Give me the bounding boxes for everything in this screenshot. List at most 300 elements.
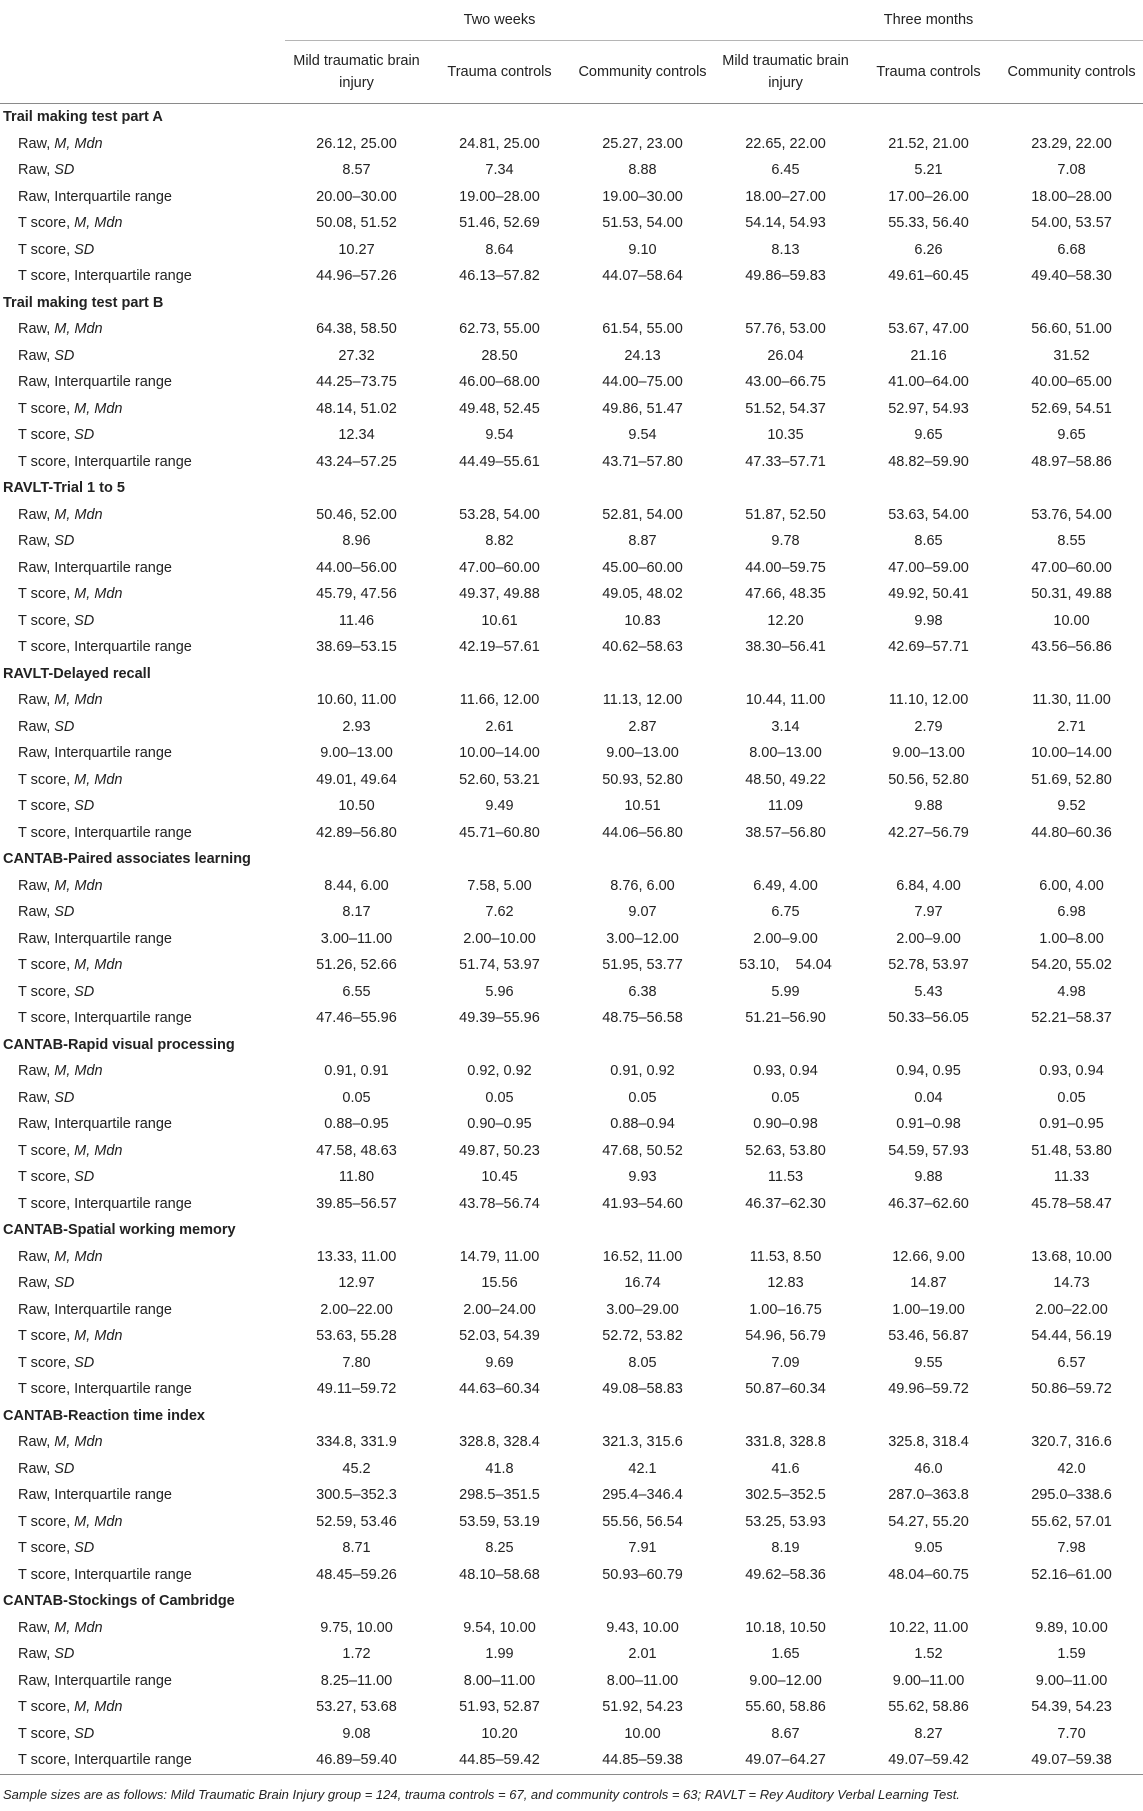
table-cell: 13.68, 10.00: [1031, 1248, 1112, 1265]
table-cell: 47.00–60.00: [459, 559, 540, 576]
table-cell: 321.3, 315.6: [602, 1434, 683, 1451]
table-row: [0, 502, 1143, 529]
table-cell: 9.10: [628, 241, 657, 258]
table-cell: 2.79: [914, 718, 943, 735]
section-header-row: [0, 290, 1143, 317]
table-cell: 9.78: [771, 533, 800, 550]
column-header: Trauma controls: [876, 64, 981, 80]
table-cell: 8.13: [771, 241, 800, 258]
table-cell: 23.29, 22.00: [1031, 135, 1112, 152]
table-cell: 12.83: [767, 1275, 804, 1292]
table-cell: 8.57: [342, 162, 371, 179]
table-cell: 62.73, 55.00: [459, 321, 540, 338]
table-cell: 49.07–59.38: [1031, 1752, 1112, 1769]
table-cell: 48.97–58.86: [1031, 453, 1112, 470]
table-cell: 13.33, 11.00: [316, 1248, 397, 1265]
table-cell: 52.63, 53.80: [745, 1142, 826, 1159]
table-cell: 46.13–57.82: [459, 268, 540, 285]
table-cell: 14.79, 11.00: [459, 1248, 540, 1265]
row-label: Raw, M, Mdn: [18, 135, 103, 152]
table-cell: 9.00–13.00: [320, 745, 393, 762]
table-cell: 0.05: [485, 1089, 514, 1106]
table-cell: 2.61: [485, 718, 514, 735]
table-cell: 49.48, 52.45: [459, 400, 540, 417]
table-cell: 10.45: [481, 1169, 518, 1186]
section-header-row: [0, 1217, 1143, 1244]
table-cell: 8.44, 6.00: [324, 877, 389, 894]
table-cell: 9.93: [628, 1169, 657, 1186]
section-header-row: [0, 1588, 1143, 1615]
table-cell: 1.52: [914, 1646, 943, 1663]
table-row: [0, 873, 1143, 900]
table-cell: 9.54: [628, 427, 657, 444]
table-cell: 0.94, 0.95: [896, 1063, 961, 1080]
table-cell: 302.5–352.5: [745, 1487, 826, 1504]
table-cell: 9.00–13.00: [892, 745, 965, 762]
table-cell: 0.90–0.98: [753, 1116, 818, 1133]
table-cell: 9.54, 10.00: [463, 1619, 536, 1636]
table-cell: 51.46, 52.69: [459, 215, 540, 232]
row-label: T score, M, Mdn: [18, 400, 123, 417]
table-cell: 10.51: [624, 798, 661, 815]
table-cell: 55.62, 57.01: [1031, 1513, 1112, 1530]
table-cell: 44.00–75.00: [602, 374, 683, 391]
table-cell: 9.98: [914, 612, 943, 629]
row-label: T score, M, Mdn: [18, 1142, 123, 1159]
table-cell: 47.58, 48.63: [316, 1142, 397, 1159]
table-cell: 43.71–57.80: [602, 453, 683, 470]
table-cell: 10.83: [624, 612, 661, 629]
row-label: T score, Interquartile range: [18, 1752, 192, 1769]
table-row: [0, 1376, 1143, 1403]
table-cell: 57.76, 53.00: [745, 321, 826, 338]
table-cell: 52.78, 53.97: [888, 957, 969, 974]
row-label: Raw, M, Mdn: [18, 877, 103, 894]
group-header-three-months: Three months: [714, 0, 1143, 41]
table-cell: 49.40–58.30: [1031, 268, 1112, 285]
table-cell: 10.27: [338, 241, 375, 258]
table-cell: 49.39–55.96: [459, 1010, 540, 1027]
row-label: T score, M, Mdn: [18, 586, 123, 603]
table-cell: 53.46, 56.87: [888, 1328, 969, 1345]
table-cell: 41.8: [485, 1460, 514, 1477]
table-cell: 25.27, 23.00: [602, 135, 683, 152]
row-label: Raw, M, Mdn: [18, 506, 103, 523]
table-cell: 49.07–59.42: [888, 1752, 969, 1769]
table-row: [0, 608, 1143, 635]
table-cell: 12.34: [338, 427, 375, 444]
table-cell: 44.80–60.36: [1031, 824, 1112, 841]
row-label: T score, Interquartile range: [18, 1381, 192, 1398]
table-cell: 2.93: [342, 718, 371, 735]
table-cell: 9.65: [1057, 427, 1086, 444]
table-row: [0, 396, 1143, 423]
table-cell: 45.71–60.80: [459, 824, 540, 841]
table-row: [0, 1668, 1143, 1695]
table-cell: 7.80: [342, 1354, 371, 1371]
row-label: T score, M, Mdn: [18, 771, 123, 788]
table-row: [0, 422, 1143, 449]
table-cell: 52.60, 53.21: [459, 771, 540, 788]
table-cell: 49.07–64.27: [745, 1752, 826, 1769]
table-cell: 49.08–58.83: [602, 1381, 683, 1398]
table-cell: 45.00–60.00: [602, 559, 683, 576]
table-cell: 6.57: [1057, 1354, 1086, 1371]
table-cell: 0.91–0.95: [1039, 1116, 1104, 1133]
table-cell: 7.70: [1057, 1725, 1086, 1742]
table-row: [0, 820, 1143, 847]
row-label: Raw, SD: [18, 1646, 75, 1663]
table-cell: 7.91: [628, 1540, 657, 1557]
table-cell: 15.56: [481, 1275, 518, 1292]
table-cell: 47.66, 48.35: [745, 586, 826, 603]
table-cell: 0.88–0.95: [324, 1116, 389, 1133]
table-row: [0, 1615, 1143, 1642]
table-cell: 64.38, 58.50: [316, 321, 397, 338]
table-row: [0, 1747, 1143, 1774]
table-cell: 48.04–60.75: [888, 1566, 969, 1583]
table-cell: 46.37–62.30: [745, 1195, 826, 1212]
table-row: [0, 714, 1143, 741]
table-cell: 0.05: [1057, 1089, 1086, 1106]
table-cell: 52.16–61.00: [1031, 1566, 1112, 1583]
group-header-two-weeks: Two weeks: [285, 0, 714, 41]
table-cell: 48.45–59.26: [316, 1566, 397, 1583]
table-cell: 12.97: [338, 1275, 375, 1292]
table-cell: 6.55: [342, 983, 371, 1000]
table-row: [0, 1164, 1143, 1191]
table-cell: 49.61–60.45: [888, 268, 969, 285]
table-cell: 287.0–363.8: [888, 1487, 969, 1504]
table-row: [0, 1535, 1143, 1562]
table-cell: 47.00–60.00: [1031, 559, 1112, 576]
table-cell: 53.10, 54.04: [739, 957, 832, 974]
table-cell: 9.54: [485, 427, 514, 444]
section-title: RAVLT-Delayed recall: [3, 665, 151, 682]
table-cell: 1.99: [485, 1646, 514, 1663]
table-cell: 8.00–11.00: [606, 1672, 679, 1689]
table-cell: 53.76, 54.00: [1031, 506, 1112, 523]
table-cell: 4.98: [1057, 983, 1086, 1000]
table-row: [0, 899, 1143, 926]
row-label: T score, SD: [18, 983, 95, 1000]
table-cell: 51.53, 54.00: [602, 215, 683, 232]
table-cell: 298.5–351.5: [459, 1487, 540, 1504]
table-cell: 3.00–12.00: [606, 930, 679, 947]
table-row: [0, 184, 1143, 211]
table-cell: 55.56, 56.54: [602, 1513, 683, 1530]
row-label: T score, Interquartile range: [18, 1195, 192, 1212]
table-cell: 2.01: [628, 1646, 657, 1663]
row-label: Raw, SD: [18, 904, 75, 921]
table-cell: 44.49–55.61: [459, 453, 540, 470]
table-cell: 49.87, 50.23: [459, 1142, 540, 1159]
section-header-row: [0, 104, 1143, 131]
table-cell: 10.44, 11.00: [745, 692, 826, 709]
table-cell: 47.00–59.00: [888, 559, 969, 576]
table-cell: 38.57–56.80: [745, 824, 826, 841]
table-cell: 8.82: [485, 533, 514, 550]
row-label: T score, SD: [18, 612, 95, 629]
table-row: [0, 1191, 1143, 1218]
table-cell: 49.11–59.72: [316, 1381, 397, 1398]
table-cell: 46.00–68.00: [459, 374, 540, 391]
row-label: T score, Interquartile range: [18, 268, 192, 285]
table-cell: 52.81, 54.00: [602, 506, 683, 523]
table-cell: 49.86, 51.47: [602, 400, 683, 417]
table-cell: 5.99: [771, 983, 800, 1000]
column-header: Community controls: [578, 64, 707, 80]
table-cell: 28.50: [481, 347, 518, 364]
table-cell: 1.72: [342, 1646, 371, 1663]
table-cell: 9.00–11.00: [1035, 1672, 1108, 1689]
table-cell: 52.03, 54.39: [459, 1328, 540, 1345]
table-row: [0, 555, 1143, 582]
table-cell: 46.37–62.60: [888, 1195, 969, 1212]
table-cell: 51.93, 52.87: [459, 1699, 540, 1716]
table-row: [0, 1111, 1143, 1138]
row-label: T score, M, Mdn: [18, 957, 123, 974]
table-cell: 1.59: [1057, 1646, 1086, 1663]
table-cell: 11.10, 12.00: [888, 692, 969, 709]
table-cell: 2.00–22.00: [320, 1301, 393, 1318]
row-label: T score, Interquartile range: [18, 453, 192, 470]
table-cell: 55.62, 58.86: [888, 1699, 969, 1716]
table-cell: 46.89–59.40: [316, 1752, 397, 1769]
table-row: [0, 1244, 1143, 1271]
section-title: Trail making test part A: [3, 109, 163, 126]
table-cell: 5.21: [914, 162, 943, 179]
table-cell: 3.00–11.00: [320, 930, 393, 947]
table-cell: 334.8, 331.9: [316, 1434, 397, 1451]
row-label: Raw, SD: [18, 347, 75, 364]
table-cell: 10.00: [624, 1725, 661, 1742]
table-cell: 51.87, 52.50: [745, 506, 826, 523]
table-cell: 38.30–56.41: [745, 639, 826, 656]
table-cell: 42.69–57.71: [888, 639, 969, 656]
row-label: T score, SD: [18, 1354, 95, 1371]
table-row: [0, 926, 1143, 953]
table-cell: 7.08: [1057, 162, 1086, 179]
table-row: [0, 369, 1143, 396]
row-label: Raw, SD: [18, 162, 75, 179]
table-cell: 9.07: [628, 904, 657, 921]
table-cell: 6.49, 4.00: [753, 877, 818, 894]
table-cell: 50.86–59.72: [1031, 1381, 1112, 1398]
column-header: Mild traumatic brain injury: [722, 53, 849, 91]
table-row: [0, 1429, 1143, 1456]
table-cell: 52.21–58.37: [1031, 1010, 1112, 1027]
row-label: Raw, M, Mdn: [18, 1063, 103, 1080]
row-label: Raw, Interquartile range: [18, 1672, 172, 1689]
table-cell: 54.44, 56.19: [1031, 1328, 1112, 1345]
table-footnote: Sample sizes are as follows: Mild Traumatic Brain Injury group = 124, trauma controls = 67, and community controls = 63; RAVLT = Rey Auditory Verbal Learning Test.: [3, 1787, 960, 1802]
table-cell: 61.54, 55.00: [602, 321, 683, 338]
row-label: Raw, Interquartile range: [18, 930, 172, 947]
table-cell: 0.92, 0.92: [467, 1063, 532, 1080]
table-cell: 51.52, 54.37: [745, 400, 826, 417]
table-cell: 328.8, 328.4: [459, 1434, 540, 1451]
table-cell: 43.00–66.75: [745, 374, 826, 391]
table-cell: 3.00–29.00: [606, 1301, 679, 1318]
table-cell: 49.37, 49.88: [459, 586, 540, 603]
column-header: Trauma controls: [447, 64, 552, 80]
table-cell: 44.85–59.42: [459, 1752, 540, 1769]
table-cell: 44.85–59.38: [602, 1752, 683, 1769]
table-cell: 44.06–56.80: [602, 824, 683, 841]
table-cell: 5.43: [914, 983, 943, 1000]
table-cell: 2.00–24.00: [463, 1301, 536, 1318]
table-cell: 44.25–73.75: [316, 374, 397, 391]
table-cell: 295.4–346.4: [602, 1487, 683, 1504]
table-cell: 2.00–9.00: [896, 930, 961, 947]
row-label: Raw, M, Mdn: [18, 321, 103, 338]
row-label: Raw, M, Mdn: [18, 1434, 103, 1451]
table-cell: 53.28, 54.00: [459, 506, 540, 523]
table-cell: 0.91, 0.91: [324, 1063, 389, 1080]
row-label: T score, SD: [18, 241, 95, 258]
table-row: [0, 316, 1143, 343]
table-cell: 14.87: [910, 1275, 947, 1292]
table-cell: 44.63–60.34: [459, 1381, 540, 1398]
table-row: [0, 1482, 1143, 1509]
table-cell: 2.00–10.00: [463, 930, 536, 947]
row-label: Raw, Interquartile range: [18, 745, 172, 762]
table-cell: 51.48, 53.80: [1031, 1142, 1112, 1159]
table-row: [0, 1270, 1143, 1297]
table-cell: 52.69, 54.51: [1031, 400, 1112, 417]
table-cell: 51.69, 52.80: [1031, 771, 1112, 788]
table-cell: 50.87–60.34: [745, 1381, 826, 1398]
table-cell: 1.65: [771, 1646, 800, 1663]
row-label: T score, Interquartile range: [18, 1566, 192, 1583]
table-cell: 42.0: [1057, 1460, 1086, 1477]
section-title: CANTAB-Stockings of Cambridge: [3, 1593, 235, 1610]
table-cell: 7.62: [485, 904, 514, 921]
table-cell: 9.65: [914, 427, 943, 444]
row-label: T score, SD: [18, 1169, 95, 1186]
table-cell: 22.65, 22.00: [745, 135, 826, 152]
table-cell: 300.5–352.3: [316, 1487, 397, 1504]
table-row: [0, 1350, 1143, 1377]
table-cell: 49.96–59.72: [888, 1381, 969, 1398]
table-cell: 8.67: [771, 1725, 800, 1742]
table-cell: 9.00–12.00: [749, 1672, 822, 1689]
table-cell: 53.27, 53.68: [316, 1699, 397, 1716]
table-cell: 0.93, 0.94: [1039, 1063, 1104, 1080]
column-header: Mild traumatic brain injury: [293, 53, 420, 91]
table-cell: 54.14, 54.93: [745, 215, 826, 232]
table-row: [0, 952, 1143, 979]
row-label: T score, SD: [18, 1725, 95, 1742]
table-cell: 42.1: [628, 1460, 657, 1477]
table-cell: 3.14: [771, 718, 800, 735]
table-cell: 8.27: [914, 1725, 943, 1742]
table-cell: 54.59, 57.93: [888, 1142, 969, 1159]
table-cell: 51.92, 54.23: [602, 1699, 683, 1716]
table-cell: 8.17: [342, 904, 371, 921]
table-cell: 53.25, 53.93: [745, 1513, 826, 1530]
table-cell: 0.05: [771, 1089, 800, 1106]
table-cell: 26.12, 25.00: [316, 135, 397, 152]
section-title: CANTAB-Spatial working memory: [3, 1222, 236, 1239]
table-cell: 7.34: [485, 162, 514, 179]
table-cell: 19.00–28.00: [459, 188, 540, 205]
header-blank: [0, 0, 285, 41]
table-cell: 2.87: [628, 718, 657, 735]
table-cell: 12.20: [767, 612, 804, 629]
section-header-row: [0, 475, 1143, 502]
table-cell: 50.08, 51.52: [316, 215, 397, 232]
table-cell: 6.84, 4.00: [896, 877, 961, 894]
table-cell: 8.25: [485, 1540, 514, 1557]
section-title: CANTAB-Paired associates learning: [3, 851, 251, 868]
table-cell: 7.58, 5.00: [467, 877, 532, 894]
table-cell: 17.00–26.00: [888, 188, 969, 205]
table-cell: 42.27–56.79: [888, 824, 969, 841]
table-cell: 51.21–56.90: [745, 1010, 826, 1027]
table-row: [0, 1641, 1143, 1668]
table-cell: 295.0–338.6: [1031, 1487, 1112, 1504]
table-header: [0, 0, 1143, 104]
table-cell: 40.00–65.00: [1031, 374, 1112, 391]
table-cell: 48.10–58.68: [459, 1566, 540, 1583]
table-cell: 53.63, 55.28: [316, 1328, 397, 1345]
table-cell: 331.8, 328.8: [745, 1434, 826, 1451]
table-cell: 10.00: [1053, 612, 1090, 629]
row-label: Raw, SD: [18, 533, 75, 550]
header-blank-sub: [0, 41, 285, 104]
table-cell: 11.30, 11.00: [1032, 692, 1111, 709]
table-row: [0, 1456, 1143, 1483]
table-row: [0, 449, 1143, 476]
table-cell: 9.55: [914, 1354, 943, 1371]
table-cell: 14.73: [1053, 1275, 1090, 1292]
table-cell: 18.00–27.00: [745, 188, 826, 205]
table-cell: 7.09: [771, 1354, 800, 1371]
table-cell: 6.98: [1057, 904, 1086, 921]
table-cell: 50.93–60.79: [602, 1566, 683, 1583]
row-label: T score, M, Mdn: [18, 215, 123, 232]
table-cell: 26.04: [767, 347, 804, 364]
table-cell: 56.60, 51.00: [1031, 321, 1112, 338]
table-cell: 49.92, 50.41: [888, 586, 969, 603]
table-cell: 53.67, 47.00: [888, 321, 969, 338]
row-label: T score, M, Mdn: [18, 1699, 123, 1716]
table-cell: 1.00–19.00: [892, 1301, 965, 1318]
table-cell: 54.96, 56.79: [745, 1328, 826, 1345]
table-cell: 20.00–30.00: [316, 188, 397, 205]
table-row: [0, 263, 1143, 290]
table-cell: 9.43, 10.00: [606, 1619, 679, 1636]
row-label: Raw, Interquartile range: [18, 1116, 172, 1133]
table-cell: 2.00–22.00: [1035, 1301, 1108, 1318]
table-cell: 47.68, 50.52: [602, 1142, 683, 1159]
table-cell: 54.27, 55.20: [888, 1513, 969, 1530]
table-cell: 10.60, 11.00: [316, 692, 397, 709]
table-cell: 6.00, 4.00: [1039, 877, 1104, 894]
table-cell: 6.38: [628, 983, 657, 1000]
row-label: Raw, Interquartile range: [18, 1487, 172, 1504]
table-cell: 8.19: [771, 1540, 800, 1557]
table-cell: 0.91, 0.92: [610, 1063, 675, 1080]
table-cell: 11.80: [338, 1169, 375, 1186]
table-cell: 51.74, 53.97: [459, 957, 540, 974]
table-cell: 44.00–59.75: [745, 559, 826, 576]
table-row: [0, 343, 1143, 370]
row-label: Raw, Interquartile range: [18, 1301, 172, 1318]
table-cell: 0.04: [914, 1089, 943, 1106]
